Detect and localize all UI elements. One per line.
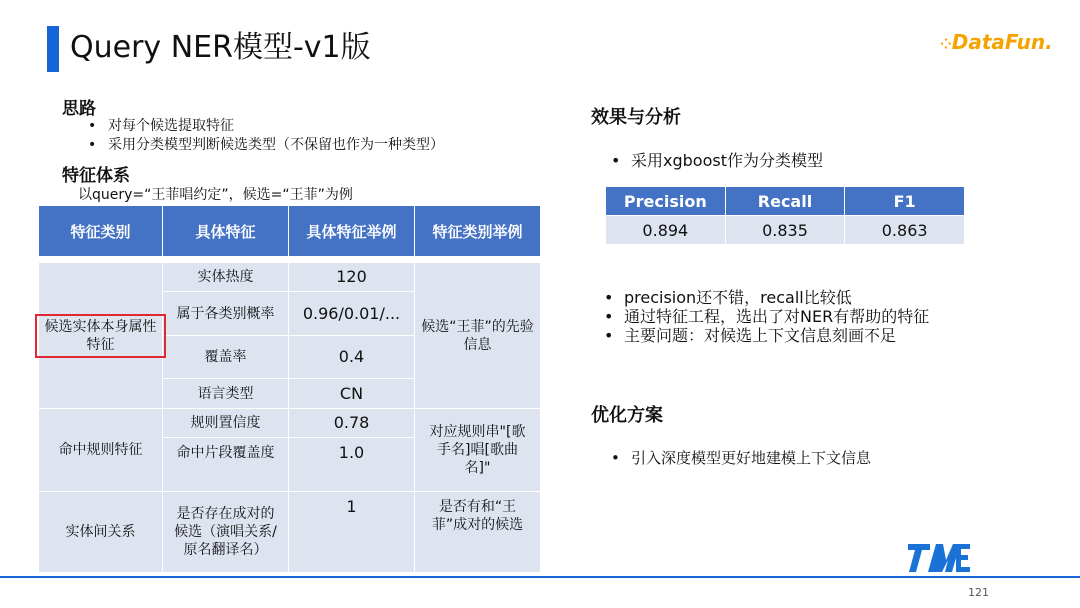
idea-bullets bbox=[78, 117, 444, 155]
title-accent-bar bbox=[47, 26, 59, 72]
feature-table-header-row bbox=[39, 206, 541, 257]
analysis-bullet: • 通过特征工程，选出了对NER有帮助的特征 bbox=[598, 307, 929, 326]
optimize-bullet: • 引入深度模型更好地建模上下文信息 bbox=[605, 449, 871, 468]
analysis-bullet: • 主要问题：对候选上下文信息刻画不足 bbox=[598, 326, 929, 345]
analysis-bullets bbox=[598, 288, 929, 345]
footer-divider bbox=[0, 576, 1080, 578]
table-row bbox=[39, 263, 541, 292]
slide-title: Query NER模型-v1版 bbox=[70, 30, 371, 65]
header-cell: 特征类别举例 bbox=[415, 206, 541, 257]
metric-value: 0.863 bbox=[845, 216, 965, 245]
example-cell: 0.4 bbox=[289, 336, 415, 379]
datafun-logo bbox=[940, 30, 1053, 54]
category-cell: 实体间关系 bbox=[39, 492, 163, 573]
optimize-bullets bbox=[605, 449, 871, 468]
metric-header: Precision bbox=[606, 187, 726, 216]
category-example-cell: 候选“王菲”的先验信息 bbox=[415, 263, 541, 409]
header-cell: 具体特征举例 bbox=[289, 206, 415, 257]
idea-heading: 思路 bbox=[62, 99, 96, 119]
highlight-box: 候选实体本身属性特征 bbox=[35, 314, 166, 358]
example-line: 以query=“王菲唱约定”，候选=“王菲”为例 bbox=[78, 187, 353, 203]
category-example-cell: 是否有和“王菲”成对的候选 bbox=[415, 492, 541, 573]
feature-cell: 是否存在成对的候选（演唱关系/原名翻译名） bbox=[163, 492, 289, 573]
example-cell: 1.0 bbox=[289, 438, 415, 492]
page-number: 121 bbox=[968, 586, 989, 599]
feature-heading: 特征体系 bbox=[62, 166, 130, 186]
category-cell bbox=[39, 263, 163, 409]
metrics-header-row bbox=[606, 187, 965, 216]
example-cell: 0.96/0.01/... bbox=[289, 292, 415, 336]
metric-header: Recall bbox=[725, 187, 845, 216]
feature-cell: 命中片段覆盖度 bbox=[163, 438, 289, 492]
header-cell: 具体特征 bbox=[163, 206, 289, 257]
feature-cell: 语言类型 bbox=[163, 379, 289, 409]
category-example-cell: 对应规则串"[歌手名]唱[歌曲名]" bbox=[415, 409, 541, 492]
example-cell: 1 bbox=[289, 492, 415, 573]
effect-heading: 效果与分析 bbox=[591, 107, 681, 128]
idea-bullet: • 采用分类模型判断候选类型（不保留也作为一种类型） bbox=[78, 136, 444, 155]
effect-bullets bbox=[605, 151, 823, 170]
tme-logo bbox=[906, 540, 972, 576]
optimize-heading: 优化方案 bbox=[591, 405, 663, 426]
table-row bbox=[39, 492, 541, 573]
feature-cell: 属于各类别概率 bbox=[163, 292, 289, 336]
category-cell: 命中规则特征 bbox=[39, 409, 163, 492]
logo-text: DataFun. bbox=[951, 30, 1053, 54]
effect-bullet: • 采用xgboost作为分类模型 bbox=[605, 151, 823, 170]
example-cell: 120 bbox=[289, 263, 415, 292]
example-cell: 0.78 bbox=[289, 409, 415, 438]
feature-cell: 实体热度 bbox=[163, 263, 289, 292]
feature-cell: 规则置信度 bbox=[163, 409, 289, 438]
metric-value: 0.894 bbox=[606, 216, 726, 245]
logo-dots-icon: ⁘ bbox=[940, 37, 950, 53]
metric-value: 0.835 bbox=[725, 216, 845, 245]
idea-bullet: • 对每个候选提取特征 bbox=[78, 117, 444, 136]
metrics-value-row bbox=[606, 216, 965, 245]
metric-header: F1 bbox=[845, 187, 965, 216]
header-cell: 特征类别 bbox=[39, 206, 163, 257]
table-row bbox=[39, 409, 541, 438]
example-cell: CN bbox=[289, 379, 415, 409]
metrics-table bbox=[605, 186, 965, 245]
feature-cell: 覆盖率 bbox=[163, 336, 289, 379]
analysis-bullet: • precision还不错，recall比较低 bbox=[598, 288, 929, 307]
feature-table bbox=[38, 205, 541, 573]
